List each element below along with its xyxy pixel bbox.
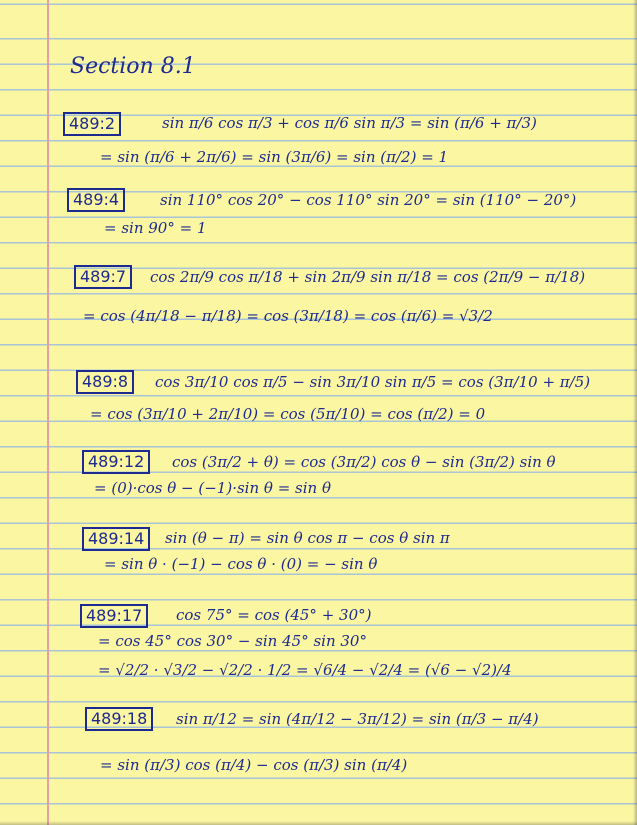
problem-line: = cos (4π/18 − π/18) = cos (3π/18) = cos (π/6) = √3/2 <box>83 307 493 325</box>
problem-line: cos (3π/2 + θ) = cos (3π/2) cos θ − sin (3π/2) sin θ <box>172 453 556 471</box>
problem-label: 489:18 <box>85 707 153 731</box>
problem-line: cos 75° = cos (45° + 30°) <box>176 606 372 624</box>
problem-label: 489:7 <box>74 265 132 289</box>
problem-label: 489:14 <box>82 527 150 551</box>
problem-line: sin 110° cos 20° − cos 110° sin 20° = sin (110° − 20°) <box>160 191 577 209</box>
problem-line: = cos (3π/10 + 2π/10) = cos (5π/10) = cos (π/2) = 0 <box>90 405 486 423</box>
problem-label: 489:2 <box>63 112 121 136</box>
problem-label: 489:8 <box>76 370 134 394</box>
page-bottom-shadow <box>0 821 637 825</box>
problem-line: = sin 90° = 1 <box>104 219 207 237</box>
problem-line: = sin θ · (−1) − cos θ · (0) = − sin θ <box>104 555 378 573</box>
problem-line: = (0)·cos θ − (−1)·sin θ = sin θ <box>94 479 331 497</box>
problem-line: sin π/12 = sin (4π/12 − 3π/12) = sin (π/3 − π/4) <box>176 710 539 728</box>
problem-label: 489:12 <box>82 450 150 474</box>
problem-line: cos 2π/9 cos π/18 + sin 2π/9 sin π/18 = cos (2π/9 − π/18) <box>150 268 586 286</box>
problem-line: = cos 45° cos 30° − sin 45° sin 30° <box>98 632 367 650</box>
problem-line: = √2/2 · √3/2 − √2/2 · 1/2 = √6/4 − √2/4 = (√6 − √2)/4 <box>98 661 512 679</box>
problem-label: 489:4 <box>67 188 125 212</box>
problem-line: = sin (π/6 + 2π/6) = sin (3π/6) = sin (π/2) = 1 <box>100 148 449 166</box>
problem-line: = sin (π/3) cos (π/4) − cos (π/3) sin (π/4) <box>100 756 408 774</box>
page-edge-shadow <box>633 0 637 825</box>
problem-line: sin π/6 cos π/3 + cos π/6 sin π/3 = sin (π/6 + π/3) <box>162 114 537 132</box>
problem-line: cos 3π/10 cos π/5 − sin 3π/10 sin π/5 = cos (3π/10 + π/5) <box>155 373 591 391</box>
problem-line: sin (θ − π) = sin θ cos π − cos θ sin π <box>165 529 450 547</box>
section-title: Section 8.1 <box>70 54 196 79</box>
problem-label: 489:17 <box>80 604 148 628</box>
